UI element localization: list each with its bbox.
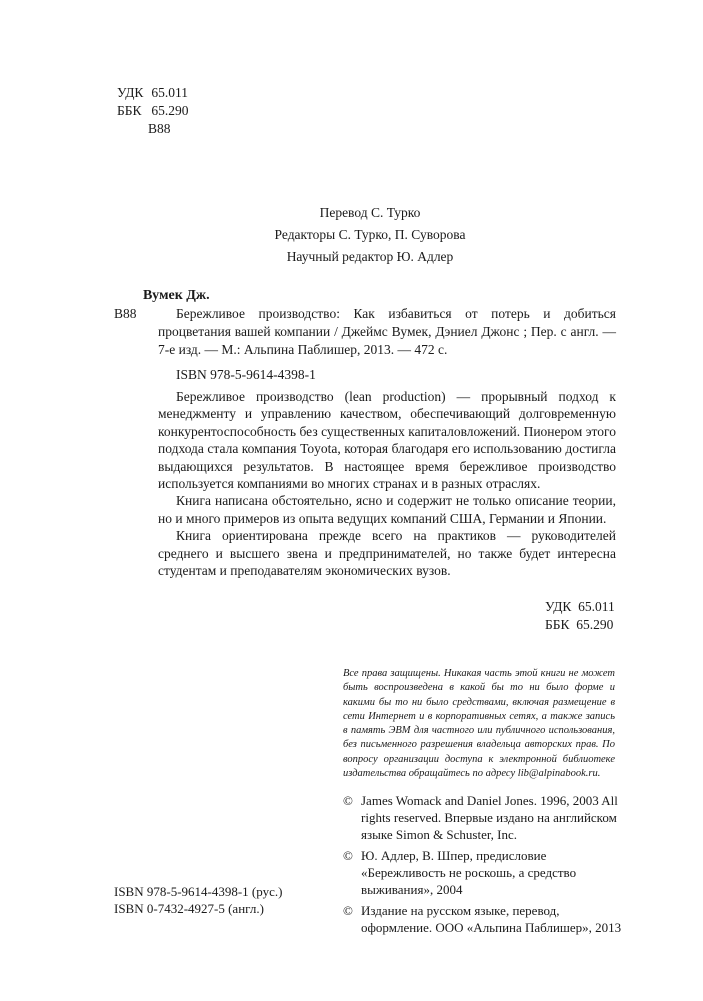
copyright-entry [343, 902, 623, 936]
udk-label: УДК [545, 599, 572, 614]
editors-credit: Редакторы С. Турко, П. Суворова [274, 227, 466, 242]
isbn-main: ISBN 978-5-9614-4398-1 [176, 367, 316, 382]
copyright-entry [343, 847, 623, 898]
translation-credit: Перевод С. Турко [319, 205, 421, 220]
bibliography-code: В88 [114, 306, 137, 321]
annotation-paragraph: Книга ориентирована прежде всего на практиков — руководителей среднего и высшего звена и предпринимателей, но также будет интересна студентам и преподавателям экономических вузов. [158, 528, 616, 579]
author-heading: Вумек Дж. [143, 288, 210, 303]
copyright-block [343, 792, 623, 940]
copyright-text: Ю. Адлер, В. Шпер, предисловие «Бережливость не роскошь, а средство выживания», 2004 [361, 848, 577, 897]
copyright-symbol: © [343, 903, 353, 918]
bbk-row [545, 616, 615, 634]
copyright-text: Издание на русском языке, перевод, оформление. ООО «Альпина Паблишер», 2013 [361, 903, 622, 935]
classification-block-top [117, 84, 189, 138]
udk-value: 65.011 [151, 85, 188, 100]
author-code: В88 [148, 121, 171, 136]
isbn-russian: ISBN 978-5-9614-4398-1 (рус.) [114, 884, 283, 899]
bibliographic-description: Бережливое производство: Как избавиться от потерь и добиться процветания вашей компании / Джеймс Вумек, Дэниел Джонс ; Пер. с англ. — 7-е изд. — М.: Альпина Паблишер, 2013. — 472 с. [158, 306, 616, 358]
copyright-symbol: © [343, 848, 353, 863]
udk-row [117, 84, 189, 102]
rights-notice: Все права защищены. Никакая часть этой книги не может быть воспроизведена в какой бы то ни было форме и какими бы то ни было средствами, включая размещение в сети Интернет и в корпоративных сетях, а также запись в память ЭВМ для частного или публичного использования, без письменного разрешения владельца авторских прав. По вопросу организации доступа к электронной библиотеке издательства обращайтесь по адресу lib@alpinabook.ru. [343, 668, 615, 780]
bbk-label: ББК [117, 103, 142, 118]
isbn-english: ISBN 0-7432-4927-5 (англ.) [114, 901, 264, 916]
bbk-row [117, 102, 189, 120]
udk-value: 65.011 [578, 599, 615, 614]
scientific-editor-credit: Научный редактор Ю. Адлер [286, 249, 454, 264]
bbk-value: 65.290 [151, 103, 189, 118]
isbn-list [114, 883, 282, 917]
credits-block [120, 204, 620, 270]
copyright-symbol: © [343, 793, 353, 808]
bbk-value: 65.290 [576, 617, 614, 632]
annotation [158, 388, 616, 579]
bbk-label: ББК [545, 617, 570, 632]
udk-row [545, 598, 615, 616]
annotation-paragraph: Бережливое производство (lean production) — прорывный подход к менеджменту и управлению качеством, обеспечивающий долговременную конкурентоспособность без существенных капиталовложений. Пионером этого подхода стала компания Toyota, которая благодаря его использованию достигла выдающихся результатов. В настоящее время бережливое производство используется компаниями во многих странах и в разных отраслях. [158, 389, 616, 492]
classification-block-bottom [545, 598, 615, 634]
udk-label: УДК [117, 85, 144, 100]
annotation-paragraph: Книга написана обстоятельно, ясно и содержит не только описание теории, но и много примеров из опыта ведущих компаний США, Германии и Японии. [158, 493, 616, 526]
copyright-text: James Womack and Daniel Jones. 1996, 2003 All rights reserved. Впервые издано на английском языке Simon & Schuster, Inc. [361, 793, 618, 842]
copyright-entry [343, 792, 623, 843]
